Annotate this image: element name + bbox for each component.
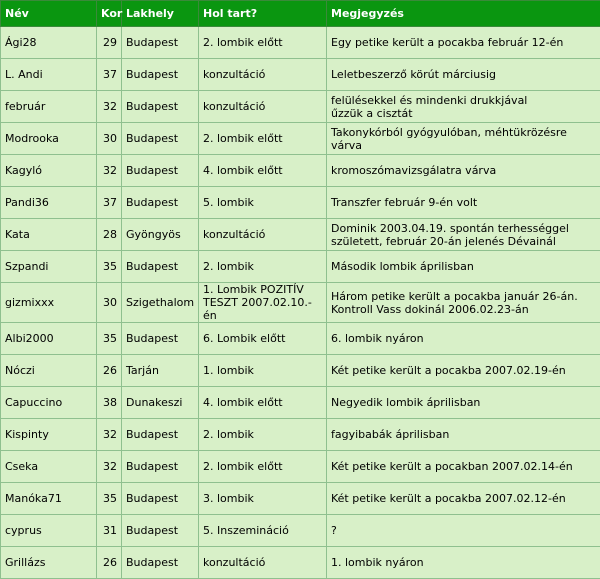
cell-nev: L. Andi: [1, 59, 97, 91]
cell-hol-tart: 2. lombik előtt: [199, 451, 327, 483]
cell-kor: 35: [97, 323, 122, 355]
cell-hol-tart: 1. lombik: [199, 355, 327, 387]
cell-kor: 30: [97, 283, 122, 323]
table-row: [1, 419, 600, 451]
cell-kor: 30: [97, 123, 122, 155]
cell-hol-tart: 3. lombik: [199, 483, 327, 515]
cell-nev: Cseka: [1, 451, 97, 483]
cell-lakhely: Gyöngyös: [122, 219, 199, 251]
cell-lakhely: Budapest: [122, 123, 199, 155]
cell-nev: Capuccino: [1, 387, 97, 419]
cell-kor: 35: [97, 251, 122, 283]
cell-hol-tart: konzultáció: [199, 91, 327, 123]
cell-nev: Kispinty: [1, 419, 97, 451]
cell-lakhely: Budapest: [122, 155, 199, 187]
cell-megjegyzes: Három petike került a pocakba január 26-án. Kontroll Vass dokinál 2006.02.23-án: [327, 283, 600, 323]
cell-hol-tart: konzultáció: [199, 59, 327, 91]
cell-hol-tart: 5. Inszemináció: [199, 515, 327, 547]
cell-hol-tart: 5. lombik: [199, 187, 327, 219]
cell-nev: Modrooka: [1, 123, 97, 155]
table-row: [1, 387, 600, 419]
table-row: [1, 91, 600, 123]
header-row: [1, 1, 600, 27]
header-hol-tart: Hol tart?: [199, 1, 327, 27]
header-megjegyzes: Megjegyzés: [327, 1, 600, 27]
cell-megjegyzes: kromoszómavizsgálatra várva: [327, 155, 600, 187]
cell-megjegyzes: felülésekkel és mindenki drukkjával űzzük a cisztát: [327, 91, 600, 123]
header-kor: Kor: [97, 1, 122, 27]
cell-hol-tart: 4. lombik előtt: [199, 387, 327, 419]
cell-megjegyzes: Két petike került a pocakba 2007.02.12-én: [327, 483, 600, 515]
cell-lakhely: Budapest: [122, 547, 199, 579]
cell-hol-tart: konzultáció: [199, 219, 327, 251]
cell-lakhely: Budapest: [122, 323, 199, 355]
table-body: [1, 27, 600, 579]
cell-nev: Kagyló: [1, 155, 97, 187]
cell-megjegyzes: Dominik 2003.04.19. spontán terhességgel született, február 20-án jelenés Dévainál: [327, 219, 600, 251]
cell-lakhely: Budapest: [122, 91, 199, 123]
table-row: [1, 27, 600, 59]
cell-kor: 32: [97, 419, 122, 451]
cell-hol-tart: 2. lombik előtt: [199, 27, 327, 59]
table-row: [1, 515, 600, 547]
cell-hol-tart: 2. lombik: [199, 419, 327, 451]
cell-kor: 31: [97, 515, 122, 547]
cell-lakhely: Budapest: [122, 251, 199, 283]
table-row: [1, 59, 600, 91]
table-row: [1, 187, 600, 219]
cell-hol-tart: 2. lombik: [199, 251, 327, 283]
table-row: [1, 283, 600, 323]
cell-nev: gizmixxx: [1, 283, 97, 323]
cell-nev: Grillázs: [1, 547, 97, 579]
cell-megjegyzes: Egy petike került a pocakba február 12-én: [327, 27, 600, 59]
table-row: [1, 155, 600, 187]
table-row: [1, 323, 600, 355]
cell-hol-tart: 1. Lombik POZITÍV TESZT 2007.02.10.-én: [199, 283, 327, 323]
table-row: [1, 219, 600, 251]
cell-megjegyzes: Negyedik lombik áprilisban: [327, 387, 600, 419]
cell-megjegyzes: Leletbeszerző körút márciusig: [327, 59, 600, 91]
cell-kor: 37: [97, 59, 122, 91]
cell-megjegyzes: Takonykórból gyógyulóban, méhtükrözésre várva: [327, 123, 600, 155]
cell-hol-tart: 2. lombik előtt: [199, 123, 327, 155]
cell-hol-tart: 4. lombik előtt: [199, 155, 327, 187]
cell-kor: 32: [97, 91, 122, 123]
cell-lakhely: Budapest: [122, 59, 199, 91]
cell-kor: 32: [97, 155, 122, 187]
cell-nev: Albi2000: [1, 323, 97, 355]
cell-kor: 37: [97, 187, 122, 219]
cell-lakhely: Budapest: [122, 451, 199, 483]
cell-megjegyzes: Két petike került a pocakban 2007.02.14-én: [327, 451, 600, 483]
cell-megjegyzes: ?: [327, 515, 600, 547]
cell-nev: Kata: [1, 219, 97, 251]
cell-megjegyzes: 1. lombik nyáron: [327, 547, 600, 579]
cell-lakhely: Budapest: [122, 27, 199, 59]
cell-lakhely: Tarján: [122, 355, 199, 387]
table-row: [1, 483, 600, 515]
cell-kor: 38: [97, 387, 122, 419]
cell-nev: cyprus: [1, 515, 97, 547]
cell-megjegyzes: Transzfer február 9-én volt: [327, 187, 600, 219]
cell-lakhely: Budapest: [122, 419, 199, 451]
cell-nev: Szpandi: [1, 251, 97, 283]
cell-megjegyzes: Két petike került a pocakba 2007.02.19-én: [327, 355, 600, 387]
cell-nev: Ági28: [1, 27, 97, 59]
cell-lakhely: Budapest: [122, 187, 199, 219]
cell-nev: Nóczi: [1, 355, 97, 387]
header-lakhely: Lakhely: [122, 1, 199, 27]
cell-lakhely: Szigethalom: [122, 283, 199, 323]
table-row: [1, 123, 600, 155]
cell-nev: február: [1, 91, 97, 123]
cell-hol-tart: konzultáció: [199, 547, 327, 579]
cell-megjegyzes: fagyibabák áprilisban: [327, 419, 600, 451]
cell-kor: 29: [97, 27, 122, 59]
cell-nev: Pandi36: [1, 187, 97, 219]
header-nev: Név: [1, 1, 97, 27]
cell-lakhely: Budapest: [122, 515, 199, 547]
table-row: [1, 547, 600, 579]
cell-lakhely: Dunakeszi: [122, 387, 199, 419]
cell-megjegyzes: 6. lombik nyáron: [327, 323, 600, 355]
cell-lakhely: Budapest: [122, 483, 199, 515]
cell-kor: 35: [97, 483, 122, 515]
cell-nev: Manóka71: [1, 483, 97, 515]
cell-hol-tart: 6. Lombik előtt: [199, 323, 327, 355]
cell-kor: 28: [97, 219, 122, 251]
cell-kor: 26: [97, 547, 122, 579]
table-row: [1, 355, 600, 387]
table-row: [1, 451, 600, 483]
table-row: [1, 251, 600, 283]
cell-kor: 32: [97, 451, 122, 483]
cell-kor: 26: [97, 355, 122, 387]
cell-megjegyzes: Második lombik áprilisban: [327, 251, 600, 283]
